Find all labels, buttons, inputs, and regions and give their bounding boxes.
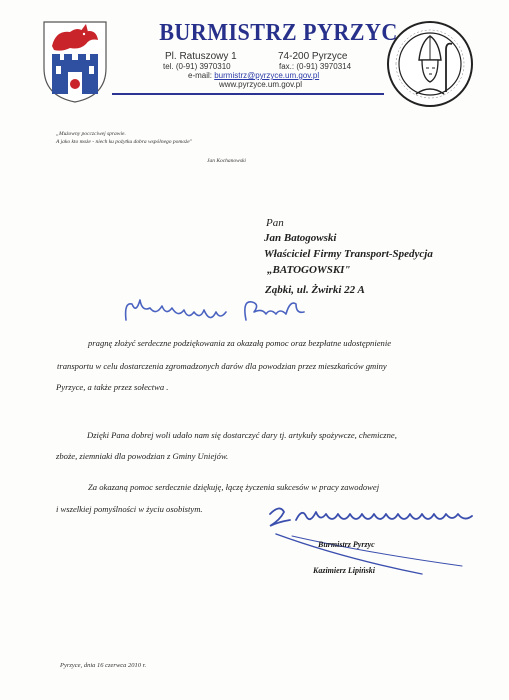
body-line: Za okazaną pomoc serdecznie dziękuję, łączę życzenia sukcesów w pracy zawodowej: [88, 482, 380, 492]
recipient-address: Ząbki, ul. Żwirki 22 A: [265, 284, 365, 296]
header-divider: [112, 93, 384, 95]
griffin-coat-of-arms-icon: [40, 20, 110, 104]
quote-line: A jako kto może - niech ku pożytku dobra wspólnego pomoże": [56, 139, 193, 145]
body-line: Dzięki Pana dobrej woli udało nam się dostarczyć dary tj. artykuły spożywcze, chemiczne,: [87, 430, 397, 440]
place-and-date: Pyrzyce, dnia 16 czerwca 2010 r.: [60, 662, 147, 669]
signatory-title: Burmistrz Pyrzyc: [318, 540, 375, 549]
header-title: BURMISTRZ PYRZYC: [159, 20, 398, 46]
bishop-seal-icon: [386, 20, 474, 108]
website-link[interactable]: www.pyrzyce.um.gov.pl: [219, 80, 302, 89]
recipient-salutation: Pan: [266, 217, 284, 229]
body-line: i wszelkiej pomyślności w życiu osobistym.: [56, 504, 203, 514]
handwritten-salutation: [120, 290, 320, 330]
email-label: e-mail:: [188, 71, 215, 80]
body-line: transportu w celu dostarczenia zgromadzonych darów dla powodzian przez mieszkańców gminy: [57, 361, 387, 371]
email-link[interactable]: burmistrz@pyrzyce.um.gov.pl: [214, 71, 320, 80]
address-phone: tel. (0-91) 3970310: [163, 62, 231, 71]
recipient-company: Właściciel Firmy Transport-Spedycja: [264, 248, 433, 260]
recipient-company-name: „BATOGOWSKI": [267, 264, 351, 276]
recipient-name: Jan Batogowski: [264, 232, 337, 244]
address-street: Pl. Ratuszowy 1: [165, 51, 237, 62]
body-line: zboże, ziemniaki dla powodzian z Gminy Uniejów.: [56, 451, 229, 461]
body-line: Pyrzyce, a także przez sołectwa .: [56, 382, 169, 392]
address-fax: fax.: (0-91) 3970314: [279, 62, 352, 71]
body-line: pragnę złożyć serdeczne podziękowania za okazałą pomoc oraz bezpłatne udostępnienie: [88, 338, 392, 348]
quote-line: „Mużowny pocczciwej sprawie.: [56, 131, 126, 137]
address-email: [188, 71, 319, 80]
signatory-name: Kazimierz Lipiński: [313, 566, 376, 575]
address-city: 74-200 Pyrzyce: [278, 51, 348, 62]
quote-author: Jan Kochanowski: [207, 158, 246, 164]
handwritten-signature: [262, 500, 490, 580]
